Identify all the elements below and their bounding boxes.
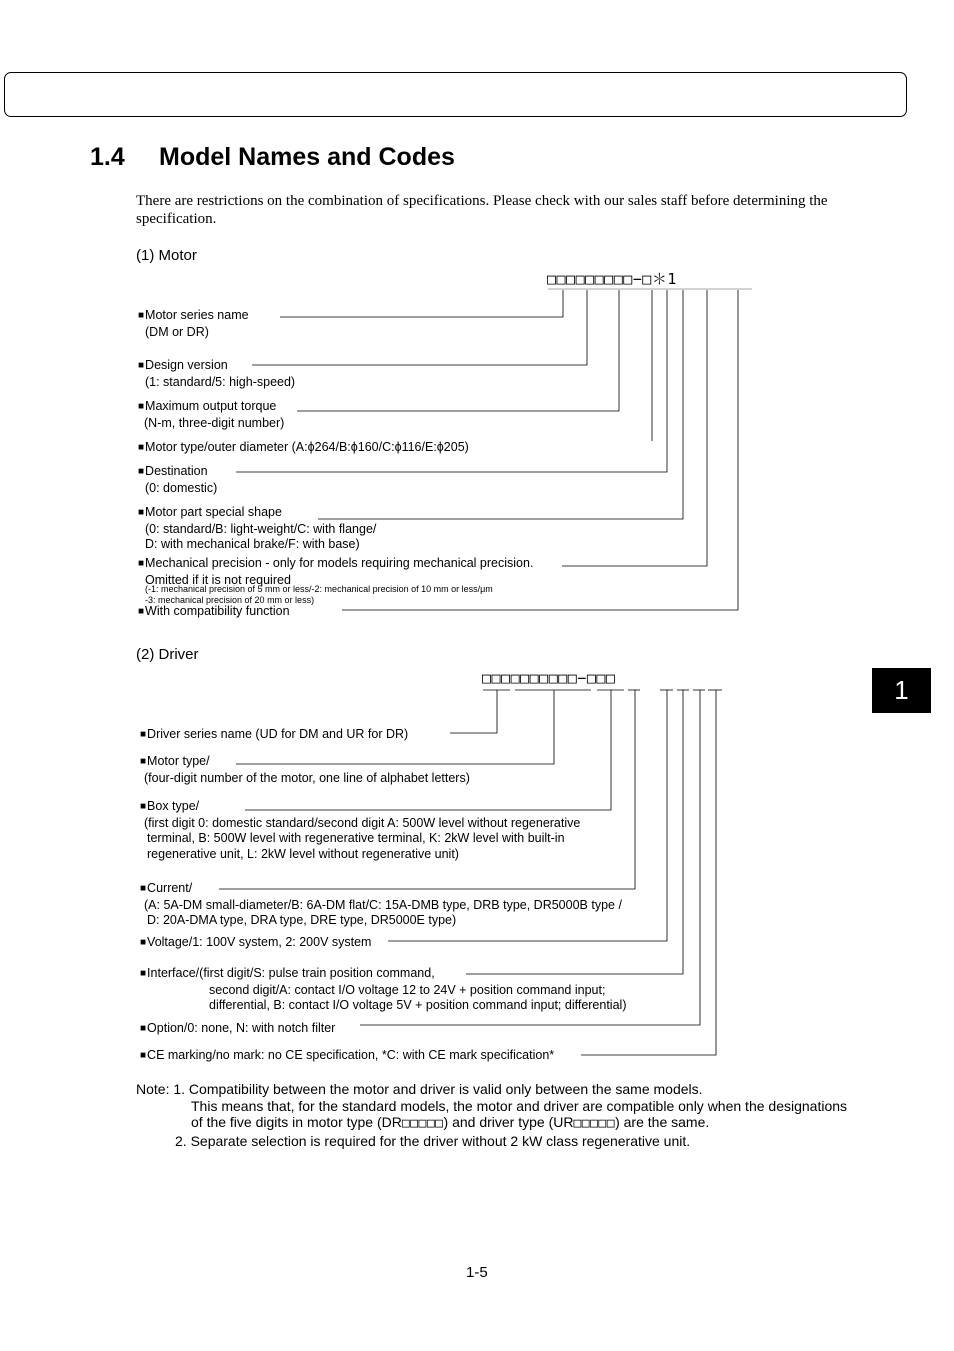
driver-item-ce: ■CE marking/no mark: no CE specification, *C: with CE mark specification*: [140, 1048, 555, 1062]
bullet-square-icon: ■: [138, 606, 145, 617]
motor-item-type: ■Motor type/outer diameter (A:ϕ264/B:ϕ160/C:ϕ116/E:ϕ205): [138, 440, 469, 454]
motor-precision-detail: (-1: mechanical precision of 5 mm or less/-2: mechanical precision of 10 mm or less/μm -3: mechanical precision of 20 mm or less): [145, 584, 493, 605]
motor-item-destination: ■Destination (0: domestic): [138, 464, 218, 495]
bullet-square-icon: ■: [140, 968, 147, 979]
bullet-square-icon: ■: [140, 756, 147, 767]
bullet-square-icon: ■: [138, 401, 145, 412]
bullet-square-icon: ■: [138, 442, 145, 453]
motor-item-torque: ■Maximum output torque (N-m, three-digit number): [138, 399, 285, 430]
notes-block: Note: 1. Compatibility between the motor and driver is valid only between the same models. This means that, for the standard models, the motor and driver are compatible only when the designations of the five digits in motor type (DR□□□□□) and driver type (UR□□□□□) are the same. 2. Separate selection is required for the driver without 2 kW class regenerative unit.: [136, 1081, 848, 1149]
section-title-text: Model Names and Codes: [159, 143, 455, 171]
driver-code: □□□□□□□□□□−□□□: [482, 669, 616, 687]
bullet-square-icon: ■: [140, 1050, 147, 1061]
chapter-tab: 1: [872, 668, 931, 713]
bullet-square-icon: ■: [138, 360, 145, 371]
motor-item-precision: ■Mechanical precision - only for models requiring mechanical precision. Omitted if it is not required: [138, 556, 534, 587]
motor-item-shape: ■Motor part special shape (0: standard/B: light-weight/C: with flange/ D: with mechanical brake/F: with base): [138, 505, 377, 551]
driver-item-current: ■Current/ (A: 5A-DM small-diameter/B: 6A-DM flat/C: 15A-DMB type, DRB type, DR5000B type / D: 20A-DMA type, DRA type, DRE type, DR5000E type): [140, 881, 622, 927]
driver-item-voltage: ■Voltage/1: 100V system, 2: 200V system: [140, 935, 372, 949]
bullet-square-icon: ■: [140, 1023, 147, 1034]
driver-item-box: ■Box type/ (first digit 0: domestic standard/second digit A: 500W level without regenerative terminal, B: 500W level with regenerative terminal, K: 2kW level with built-in regenerative unit, L: 2kW level without regenerative unit): [140, 799, 581, 861]
bullet-square-icon: ■: [138, 558, 145, 569]
motor-item-design: ■Design version (1: standard/5: high-speed): [138, 358, 296, 389]
bullet-square-icon: ■: [140, 937, 147, 948]
driver-item-series: ■Driver series name (UD for DM and UR for DR): [140, 727, 409, 741]
motor-item-series: ■Motor series name (DM or DR): [138, 308, 249, 339]
section-number: 1.4: [90, 143, 125, 171]
bullet-square-icon: ■: [138, 507, 145, 518]
bullet-square-icon: ■: [138, 310, 145, 321]
driver-item-interface: ■Interface/(first digit/S: pulse train position command, second digit/A: contact I/O voltage 12 to 24V + position command input; differential, B: contact I/O voltage 5V + position command input; differential): [140, 966, 627, 1012]
page-number: 1-5: [466, 1264, 488, 1281]
bullet-square-icon: ■: [140, 801, 147, 812]
bullet-square-icon: ■: [138, 466, 145, 477]
bullet-square-icon: ■: [140, 883, 147, 894]
motor-heading: (1) Motor: [136, 247, 197, 264]
driver-heading: (2) Driver: [136, 646, 199, 663]
bullet-square-icon: ■: [140, 729, 147, 740]
motor-item-compat: ■With compatibility function: [138, 604, 290, 618]
intro-paragraph: There are restrictions on the combination of specifications. Please check with our sales staff before determining the specification.: [136, 193, 828, 227]
motor-code: □□□□□□□□□−□＊1: [547, 270, 677, 288]
driver-item-option: ■Option/0: none, N: with notch filter: [140, 1021, 336, 1035]
driver-item-motortype: ■Motor type/ (four-digit number of the motor, one line of alphabet letters): [140, 754, 470, 785]
